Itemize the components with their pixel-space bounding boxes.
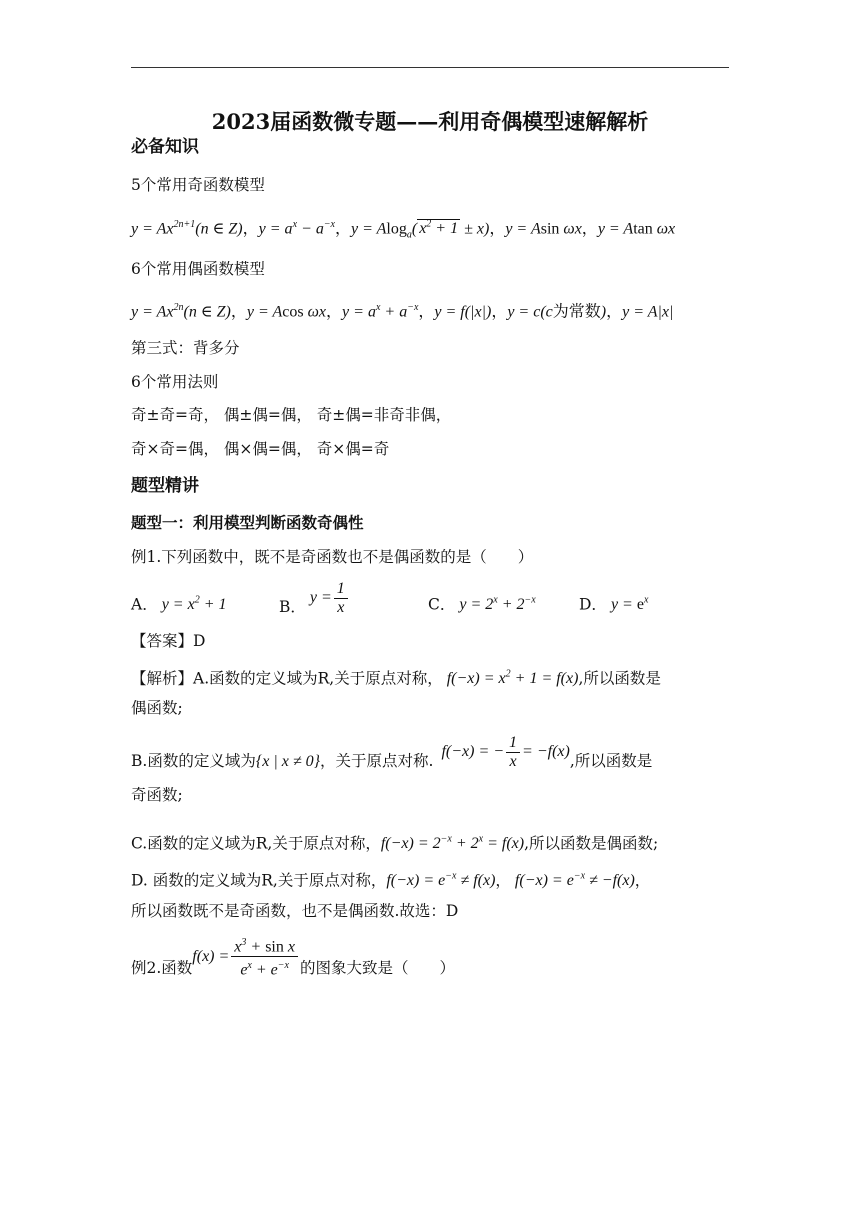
analysis-a-line-2: 偶函数; [131, 699, 183, 717]
analysis-d-line-1: D. 函数的定义域为R,关于原点对称，$f(-x) = e^{-x} \ne f(x)$， $f(-x) = e^{-x} \ne -f(x)$， [131, 871, 651, 890]
constant-word: 为常数 [552, 303, 601, 321]
rules-heading: 6个常用法则 [131, 373, 219, 391]
even-models-formulas: $y = Ax^{2n}(n$ ∈ Z)，y = Acos ωx，$y = a^x + a^{-x}$，y = f(|x|)，y = c(c为常数)，y = A|x| [131, 302, 674, 321]
option-b: B． y = $\frac{1}{x}$ [279, 580, 350, 617]
section-heading-knowledge: 必备知识 [131, 137, 199, 157]
analysis-b-line-1: B.函数的定义域为{x | x ≠ 0}，关于原点对称. f(−x) = − $\frac{1}{x}$ = −f(x),所以函数是 [131, 734, 653, 771]
option-c: C． $y = 2^x + 2^{-x}$ [428, 595, 536, 614]
rules-line-1: 奇±奇=奇， 偶±偶=偶， 奇±偶=非奇非偶， [131, 406, 452, 424]
rules-line-2: 奇×奇=偶， 偶×偶=偶， 奇×偶=奇 [131, 440, 390, 458]
answer: 【答案】D [131, 632, 206, 650]
problem-type-1-heading: 题型一：利用模型判断函数奇偶性 [131, 513, 364, 532]
odd-models-formulas: $y = Ax^{2n+1}(n$ ∈ Z)，$y = a^x - a^{-x}$，y = Alog$_a$( $x^2 + 1 \pm x$)，y = Asin ωx，y = Atan ωx [131, 219, 676, 241]
option-a: A． $y = x^2 + 1$ [131, 595, 227, 614]
analysis-b-line-2: 奇函数; [131, 786, 183, 804]
example-1-stem: 例1.下列函数中，既不是奇函数也不是偶函数的是（ ） [131, 548, 534, 566]
odd-models-heading: 5个常用奇函数模型 [131, 176, 265, 194]
example-2-stem: 例2.函数f(x) = $\frac{x^3 + \sin x}{e^x + e^{-x}}$ 的图象大致是（ ） [131, 934, 455, 982]
even-models-heading: 6个常用偶函数模型 [131, 260, 265, 278]
header-rule [131, 67, 729, 68]
analysis-c: C.函数的定义域为R,关于原点对称，$f(-x) = 2^{-x} + 2^x = f(x)$,所以函数是偶函数; [131, 834, 659, 853]
analysis-a-line-1: 【解析】A.函数的定义域为R,关于原点对称， $f(-x) = x^2 + 1 = f(x)$,所以函数是 [131, 669, 661, 688]
page-title: 2023届函数微专题——利用奇偶模型速解解析 [211, 109, 649, 134]
third-formula-note: 第三式：背多分 [131, 339, 240, 357]
option-d: D． $y = e^x$ [579, 595, 649, 614]
analysis-d-line-2: 所以函数既不是奇函数，也不是偶函数.故选：D [131, 902, 459, 920]
section-heading-problems: 题型精讲 [131, 476, 199, 496]
